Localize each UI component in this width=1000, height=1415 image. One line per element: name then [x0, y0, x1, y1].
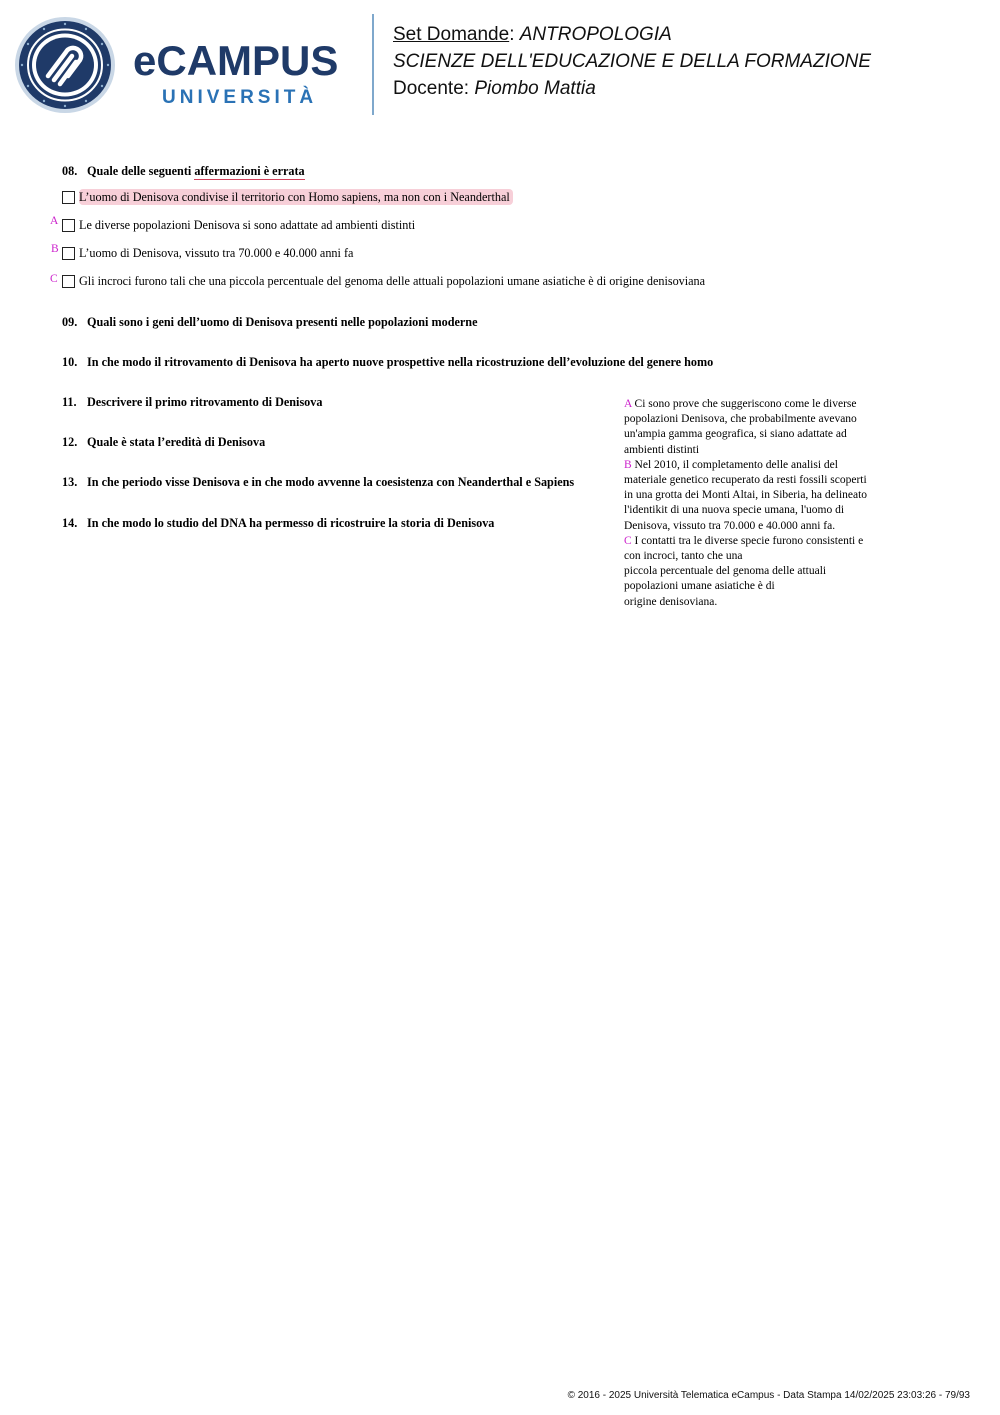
answer-line: in una grotta dei Monti Altai, in Siberia, ha delineato: [624, 489, 868, 502]
question-text: Descrivere il primo ritrovamento di Denisova: [87, 395, 323, 409]
set-domande-label: Set Domande: [393, 24, 510, 45]
ecampus-wordmark: eCAMPUS: [133, 37, 339, 84]
option-text-highlighted: L’uomo di Denisova condivise il territorio con Homo sapiens, ma non con i Neanderthal: [79, 189, 513, 205]
question-text: In che modo lo studio del DNA ha permesso di ricostruire la storia di Denisova: [87, 516, 495, 530]
question-number: 12.: [62, 435, 78, 449]
teacher-label: Docente:: [393, 78, 475, 99]
option-text: L’uomo di Denisova, vissuto tra 70.000 e 40.000 anni fa: [79, 245, 354, 260]
option-checkbox[interactable]: [62, 247, 75, 260]
answer-line: Ci sono prove che suggeriscono come le diverse: [634, 398, 857, 410]
question-number: 08.: [62, 164, 78, 178]
teacher-line: [393, 79, 596, 98]
option-row[interactable]: [62, 189, 513, 205]
question-number: 10.: [62, 355, 78, 369]
question-09: [62, 316, 477, 328]
option-text: Le diverse popolazioni Denisova si sono adattate ad ambienti distinti: [79, 217, 416, 232]
answer-letter-a: A: [624, 398, 632, 410]
option-checkbox[interactable]: [62, 191, 75, 204]
question-text-prefix: Quale delle seguenti: [87, 164, 195, 178]
option-row[interactable]: [62, 217, 415, 233]
answer-line: ambienti distinti: [624, 443, 700, 456]
question-13: [62, 476, 574, 488]
course-title: SCIENZE DELL'EDUCAZIONE E DELLA FORMAZIONE: [393, 51, 872, 72]
set-domande-separator: :: [509, 24, 520, 45]
answer-line: popolazioni Denisova, che probabilmente avevano: [624, 413, 857, 426]
universita-wordmark: UNIVERSITÀ: [162, 87, 318, 108]
option-letter-a: A: [50, 215, 59, 227]
answer-letter-c: C: [624, 534, 632, 547]
question-text: In che periodo visse Denisova e in che modo avvenne la coesistenza con Neanderthal e Sapiens: [87, 475, 575, 489]
answer-line: origine denisoviana.: [624, 595, 718, 608]
answer-line: Denisova, vissuto tra 70.000 e 40.000 anni fa.: [624, 519, 836, 532]
ecampus-seal-logo: [14, 16, 116, 114]
question-number: 13.: [62, 475, 78, 489]
question-number: 11.: [62, 395, 77, 409]
teacher-name: Piombo Mattia: [474, 78, 596, 99]
question-10: [62, 356, 713, 368]
question-number: 09.: [62, 315, 78, 329]
set-domande-value: ANTROPOLOGIA: [519, 24, 672, 45]
page-footer: © 2016 - 2025 Università Telematica eCampus - Data Stampa 14/02/2025 23:03:26 - 79/93: [567, 1390, 970, 1401]
answer-line: piccola percentuale del genoma delle attuali: [624, 565, 827, 578]
question-number: 14.: [62, 516, 78, 530]
question-08: [62, 165, 305, 177]
question-14: [62, 517, 494, 529]
answer-b: [624, 458, 900, 534]
answer-line: un'ampia gamma geografica, si siano adattate ad: [624, 428, 847, 441]
question-text: In che modo il ritrovamento di Denisova ha aperto nuove prospettive nella ricostruzione dell’evoluzione del genere homo: [87, 355, 714, 369]
option-row[interactable]: [62, 273, 705, 289]
question-text: Quale è stata l’eredità di Denisova: [87, 435, 266, 449]
header-divider: [372, 14, 374, 115]
question-text-underlined: affermazioni è errata: [194, 164, 305, 178]
answer-letter-b: B: [624, 458, 632, 471]
answer-a: [624, 397, 900, 458]
question-12: [62, 436, 265, 448]
answer-line: Nel 2010, il completamento delle analisi del: [634, 458, 838, 471]
answer-line: l'identikit di una nuova specie umana, l'uomo di: [624, 504, 845, 517]
question-text: Quali sono i geni dell’uomo di Denisova presenti nelle popolazioni moderne: [87, 315, 478, 329]
answer-line: con incroci, tanto che una: [624, 550, 743, 563]
answer-line: materiale genetico recuperato da resti fossili scoperti: [624, 474, 867, 487]
question-11: [62, 396, 322, 408]
answer-c: [624, 534, 900, 610]
option-text: Gli incroci furono tali che una piccola percentuale del genoma delle attuali popolazioni umane asiatiche è di origine denisoviana: [79, 273, 706, 288]
set-domande-line: [393, 25, 672, 44]
option-letter-c: C: [50, 273, 58, 285]
answers-block: [624, 397, 900, 610]
answer-line: popolazioni umane asiatiche è di: [624, 580, 775, 593]
option-letter-b: B: [51, 243, 59, 255]
option-checkbox[interactable]: [62, 219, 75, 232]
option-row[interactable]: [62, 245, 353, 261]
option-checkbox[interactable]: [62, 275, 75, 288]
answer-line: I contatti tra le diverse specie furono consistenti e: [634, 534, 864, 547]
